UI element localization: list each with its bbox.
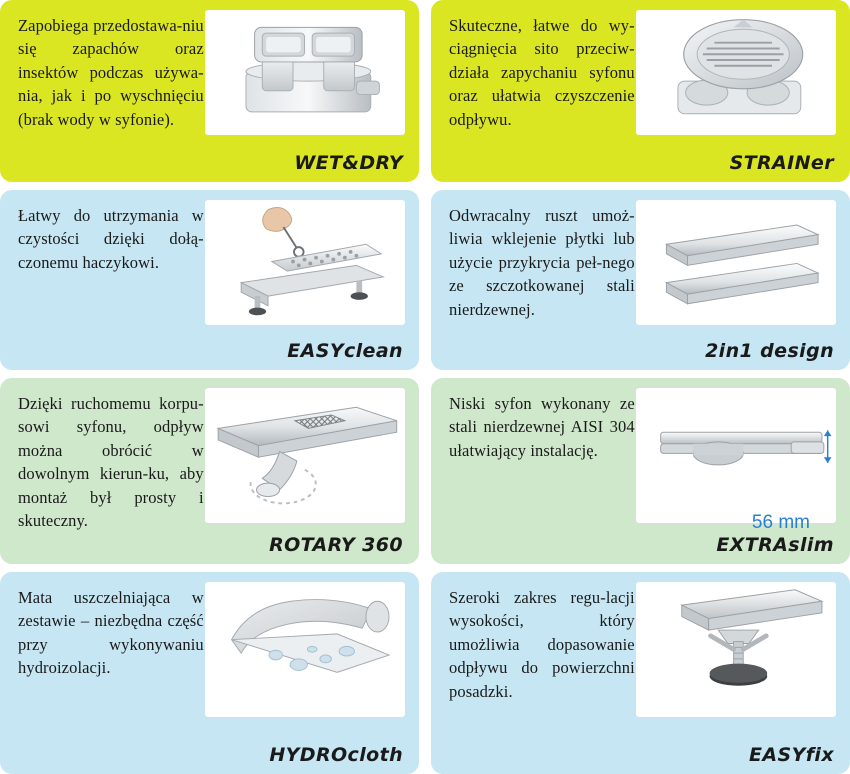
feature-description: Zapobiega przedostawa-niu się zapachów oraz insektów podczas używa-nia, jak i po wyschnięciu (brak wody w syfonie). <box>18 16 204 129</box>
round-strainer-icon <box>643 12 836 132</box>
feature-label: EASYfix <box>749 744 834 766</box>
extraslim-measurement: 56 mm <box>751 512 810 533</box>
feature-card-easyclean <box>0 190 419 370</box>
feature-description: Skuteczne, łatwe do wy-ciągnięcia sito przeciw-działa zapychaniu syfonu oraz ułatwia czyszczenie odpływu. <box>449 16 635 129</box>
grate-hook-icon <box>212 202 405 322</box>
feature-description: Mata uszczelniająca w zestawie – niezbędna część przy wykonywaniu hydroizolacji. <box>18 588 204 678</box>
feature-card-rotary-360 <box>0 378 419 564</box>
feature-label: WET&DRY <box>294 152 403 174</box>
slim-profile-icon <box>643 390 836 510</box>
feature-label: 2in1 design <box>705 340 834 362</box>
feature-description: Dzięki ruchomemu korpu-sowi syfonu, odpływ można obrócić w dowolnym kierun-ku, aby montaż był prosty i skuteczny. <box>18 394 204 531</box>
feature-description: Odwracalny ruszt umoż-liwia wklejenie płytki lub użycie przykrycia peł-nego ze szczotkowanej stali nierdzewnej. <box>449 206 635 319</box>
feature-description: Łatwy do utrzymania w czystości dzięki dołą-czonemu haczykowi. <box>18 206 204 272</box>
feature-card-wet-and-dry <box>0 0 419 182</box>
rotating-body-icon <box>212 390 405 510</box>
siphon-trap-icon <box>212 12 405 132</box>
feature-card-easyfix <box>431 572 850 774</box>
feature-description: Szeroki zakres regu-lacji wysokości, który umożliwia dopasowanie odpływu do powierzchni posadzki. <box>449 588 635 701</box>
feature-card-hydrocloth <box>0 572 419 774</box>
adjustable-foot-icon <box>643 584 836 704</box>
feature-label: EXTRAslim <box>716 534 834 556</box>
feature-label: HYDROcloth <box>269 744 403 766</box>
feature-card-extraslim <box>431 378 850 564</box>
reversible-grate-icon <box>643 202 836 322</box>
feature-card-2in1-design <box>431 190 850 370</box>
feature-label: EASYclean <box>287 340 403 362</box>
feature-description: Niski syfon wykonany ze stali nierdzewnej AISI 304 ułatwiający instalację. <box>449 394 635 460</box>
feature-card-strainer <box>431 0 850 182</box>
sealing-mat-icon <box>212 584 405 704</box>
feature-label: ROTARY 360 <box>269 534 403 556</box>
feature-label: STRAINer <box>729 152 834 174</box>
